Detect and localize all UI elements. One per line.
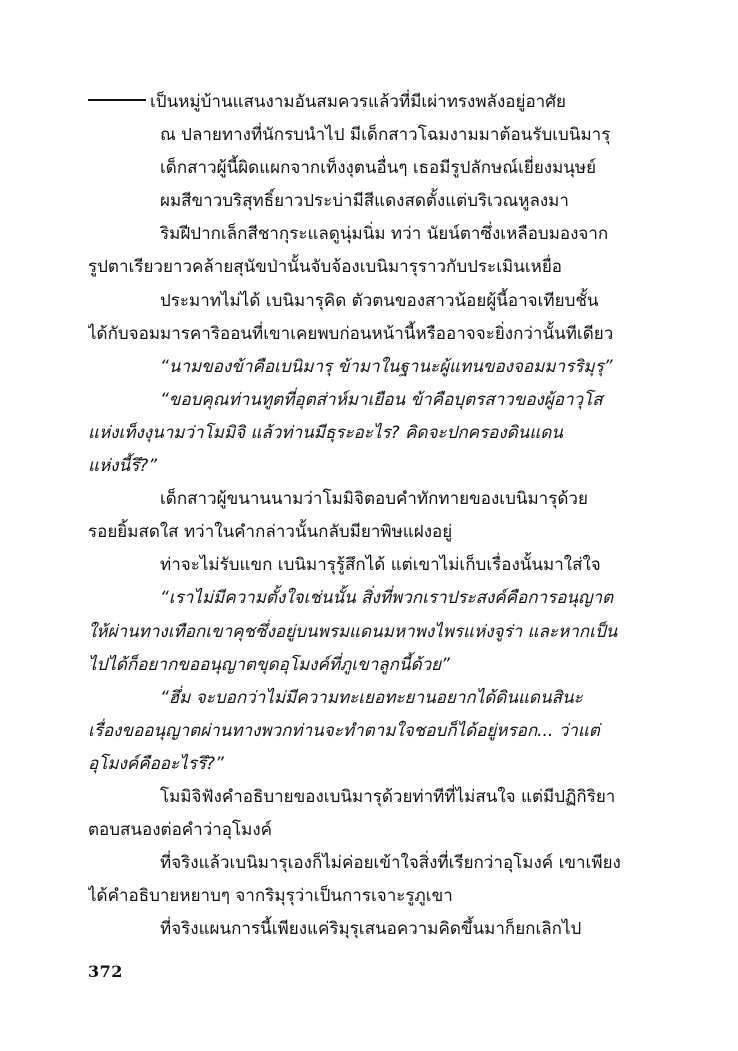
dialogue-line: “ฮึ่ม จะบอกว่าไม่มีความทะเยอทะยานอยากได้ดินแดนสินะ (160, 687, 583, 708)
text-line: เด็กสาวผู้นี้ผิดแผกจากเท็งงุตนอื่นๆ เธอมีรูปลักษณ์เยี่ยงมนุษย์ (160, 158, 597, 179)
dialogue-line: อุโมงค์คืออะไรรึ?” (88, 753, 224, 774)
dialogue-line: ให้ผ่านทางเทือกเขาคุชซึ่งอยู่บนพรมแดนมหาพงไพรแห่งจูร่า และหากเป็น (88, 621, 618, 642)
text-line: โมมิจิฟังคำอธิบายของเบนิมารุด้วยท่าทีที่ไม่สนใจ แต่มีปฏิกิริยา (160, 786, 616, 807)
text-line: ณ ปลายทางที่นักรบนำไป มีเด็กสาวโฉมงามมาต้อนรับเบนิมารุ (160, 125, 611, 146)
page-number: 372 (88, 962, 123, 981)
text-line: ได้คำอธิบายหยาบๆ จากริมุรุว่าเป็นการเจาะรูภูเขา (88, 886, 453, 907)
dialogue-line: แห่งเท็งงุนามว่าโมมิจิ แล้วท่านมีธุระอะไร? คิดจะปกครองดินแดน (88, 422, 563, 443)
text-line: รูปตาเรียวยาวคล้ายสุนัขป่านั้นจับจ้องเบนิมารุราวกับประเมินเหยื่อ (88, 257, 563, 278)
text-line: ผมสีขาวบริสุทธิ์ยาวประบ่ามีสีแดงสดตั้งแต่บริเวณหูลงมา (160, 191, 569, 212)
text-line: ท่าจะไม่รับแขก เบนิมารุรู้สึกได้ แต่เขาไม่เก็บเรื่องนั้นมาใส่ใจ (160, 555, 601, 576)
dialogue-line: “เราไม่มีความตั้งใจเช่นนั้น สิ่งที่พวกเราประสงค์คือการอนุญาต (160, 588, 614, 609)
text-line: ที่จริงแล้วเบนิมารุเองก็ไม่ค่อยเข้าใจสิ่งที่เรียกว่าอุโมงค์ เขาเพียง (160, 853, 621, 874)
dialogue-line: แห่งนี้รึ?” (88, 456, 158, 477)
dialogue-line: เรื่องขออนุญาตผ่านทางพวกท่านจะทำตามใจชอบก็ได้อยู่หรอก... ว่าแต่ (88, 720, 600, 741)
text-line: เป็นหมู่บ้านแสนงามอันสมควรแล้วที่มีเผ่าทรงพลังอยู่อาศัย (88, 86, 652, 119)
em-dash-line (88, 99, 146, 101)
text-line: ได้กับจอมมารคาริออนที่เขาเคยพบก่อนหน้านี้หรืออาจจะยิ่งกว่านั้นทีเดียว (88, 323, 614, 344)
text-line: รอยยิ้มสดใส ทว่าในคำกล่าวนั้นกลับมียาพิษแฝงอยู่ (88, 522, 453, 543)
text-line: เด็กสาวผู้ขนานนามว่าโมมิจิตอบคำทักทายของเบนิมารุด้วย (160, 489, 588, 510)
dialogue-line: “นามของข้าคือเบนิมารุ ข้ามาในฐานะผู้แทนของจอมมารริมุรุ” (160, 356, 613, 377)
text-line: ที่จริงแผนการนี้เพียงแค่ริมุรุเสนอความคิดขึ้นมาก็ยกเลิกไป (160, 919, 582, 940)
dialogue-line: ไปได้ก็อยากขออนุญาตขุดอุโมงค์ที่ภูเขาลูกนี้ด้วย” (88, 654, 450, 675)
text-line: ริมฝีปากเล็กสีชากุระแลดูนุ่มนิ่ม ทว่า นัยน์ตาซึ่งเหลือบมองจาก (160, 224, 609, 245)
text-line: ตอบสนองต่อคำว่าอุโมงค์ (88, 820, 273, 841)
dialogue-line: “ขอบคุณท่านทูตที่อุตส่าห์มาเยือน ข้าคือบุตรสาวของผู้อาวุโส (160, 389, 603, 410)
text-line: ประมาทไม่ได้ เบนิมารุคิด ตัวตนของสาวน้อยผู้นี้อาจเทียบชั้น (160, 290, 599, 311)
body-text (88, 86, 652, 946)
